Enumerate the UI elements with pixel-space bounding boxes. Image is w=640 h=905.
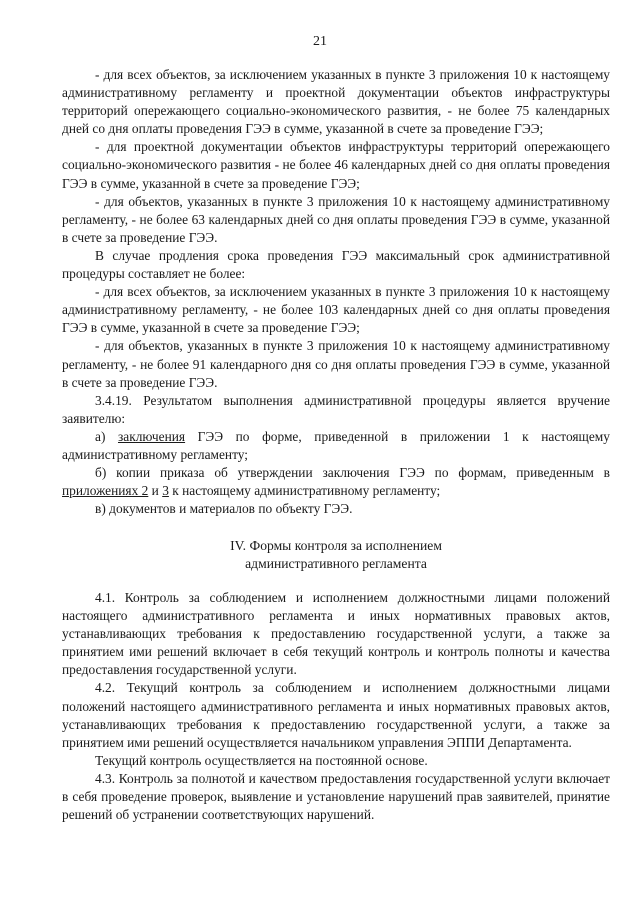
link-zaklyucheniya[interactable]: заключения bbox=[117, 428, 186, 444]
paragraph: - для проектной документации объектов инфраструктуры территорий опережающего социально-экономического развития - не более 46 календарных дней со дня оплаты проведения ГЭЭ в сумме, указанной в счете за проведение ГЭЭ; bbox=[62, 139, 610, 191]
paragraph: - для всех объектов, за исключением указанных в пункте 3 приложения 10 к настоящему административному регламенту и проектной документации объектов инфраструктуры территорий опережающего социально-экономического развития, - не более 75 календарных дней со дня оплаты проведения ГЭЭ в сумме, указанной в счете за проведение ГЭЭ; bbox=[62, 67, 610, 137]
paragraph: В случае продления срока проведения ГЭЭ максимальный срок административной процедуры составляет не более: bbox=[62, 247, 610, 282]
paragraph: 4.2. Текущий контроль за соблюдением и исполнением должностными лицами положений настоящего административного регламента и иных нормативных правовых актов, устанавливающих требования к предоставлению государственной услуги, а также за принятием ими решений осуществляется начальником управления ЭППИ Департамента. bbox=[62, 680, 610, 750]
heading-line-2: административного регламента bbox=[245, 556, 427, 571]
list-item-b bbox=[62, 464, 610, 500]
paragraph: - для всех объектов, за исключением указанных в пункте 3 приложения 10 к настоящему административному регламенту, - не более 103 календарных дней со дня оплаты проведения ГЭЭ в сумме, указанной в счете за проведение ГЭЭ; bbox=[62, 284, 610, 336]
heading-line-1: IV. Формы контроля за исполнением bbox=[230, 538, 442, 553]
paragraph: 4.3. Контроль за полнотой и качеством предоставления государственной услуги включает в себя проведение проверок, выявление и установление нарушений прав заявителей, принятие решений об устранении соответствующих нарушений. bbox=[62, 770, 610, 823]
section-heading bbox=[62, 537, 610, 573]
paragraph: - для объектов, указанных в пункте 3 приложения 10 к настоящему административному регламенту, - не более 91 календарного дня со дня оплаты проведения ГЭЭ в сумме, указанной в счете за проведение ГЭЭ. bbox=[62, 338, 610, 390]
item-text: к настоящему административному регламенту; bbox=[168, 483, 441, 499]
list-item-a bbox=[62, 428, 610, 464]
paragraph: - для объектов, указанных в пункте 3 приложения 10 к настоящему административному регламенту, - не более 63 календарных дней со дня оплаты проведения ГЭЭ в сумме, указанной в счете за проведение ГЭЭ. bbox=[62, 193, 610, 245]
section-4-text bbox=[62, 589, 610, 824]
item-text: ГЭЭ по форме, приведенной в приложении 1 к настоящему административному регламенту; bbox=[62, 428, 610, 462]
item-prefix: б) копии приказа об утверждении заключения ГЭЭ по формам, приведенным в bbox=[95, 465, 610, 481]
paragraph: 3.4.19. Результатом выполнения административной процедуры является вручение заявителю: bbox=[62, 392, 610, 426]
paragraph: Текущий контроль осуществляется на постоянной основе. bbox=[95, 752, 428, 768]
section-3-text bbox=[62, 66, 610, 518]
list-item-c: в) документов и материалов по объекту ГЭЭ. bbox=[95, 501, 353, 517]
link-prilozhenie-3[interactable]: 3 bbox=[162, 483, 169, 499]
paragraph: 4.1. Контроль за соблюдением и исполнением должностными лицами положений настоящего административного регламента и иных нормативных правовых актов, устанавливающих требования к предоставлению государственной услуги, а также за принятием ими решений включает в себя текущий контроль и контроль полноты и качества предоставления государственной услуги. bbox=[62, 590, 610, 678]
item-text: и bbox=[148, 483, 163, 499]
link-prilozheniyah-2[interactable]: приложениях 2 bbox=[62, 483, 149, 499]
page-number: 21 bbox=[313, 34, 327, 49]
item-prefix: а) bbox=[95, 428, 118, 444]
